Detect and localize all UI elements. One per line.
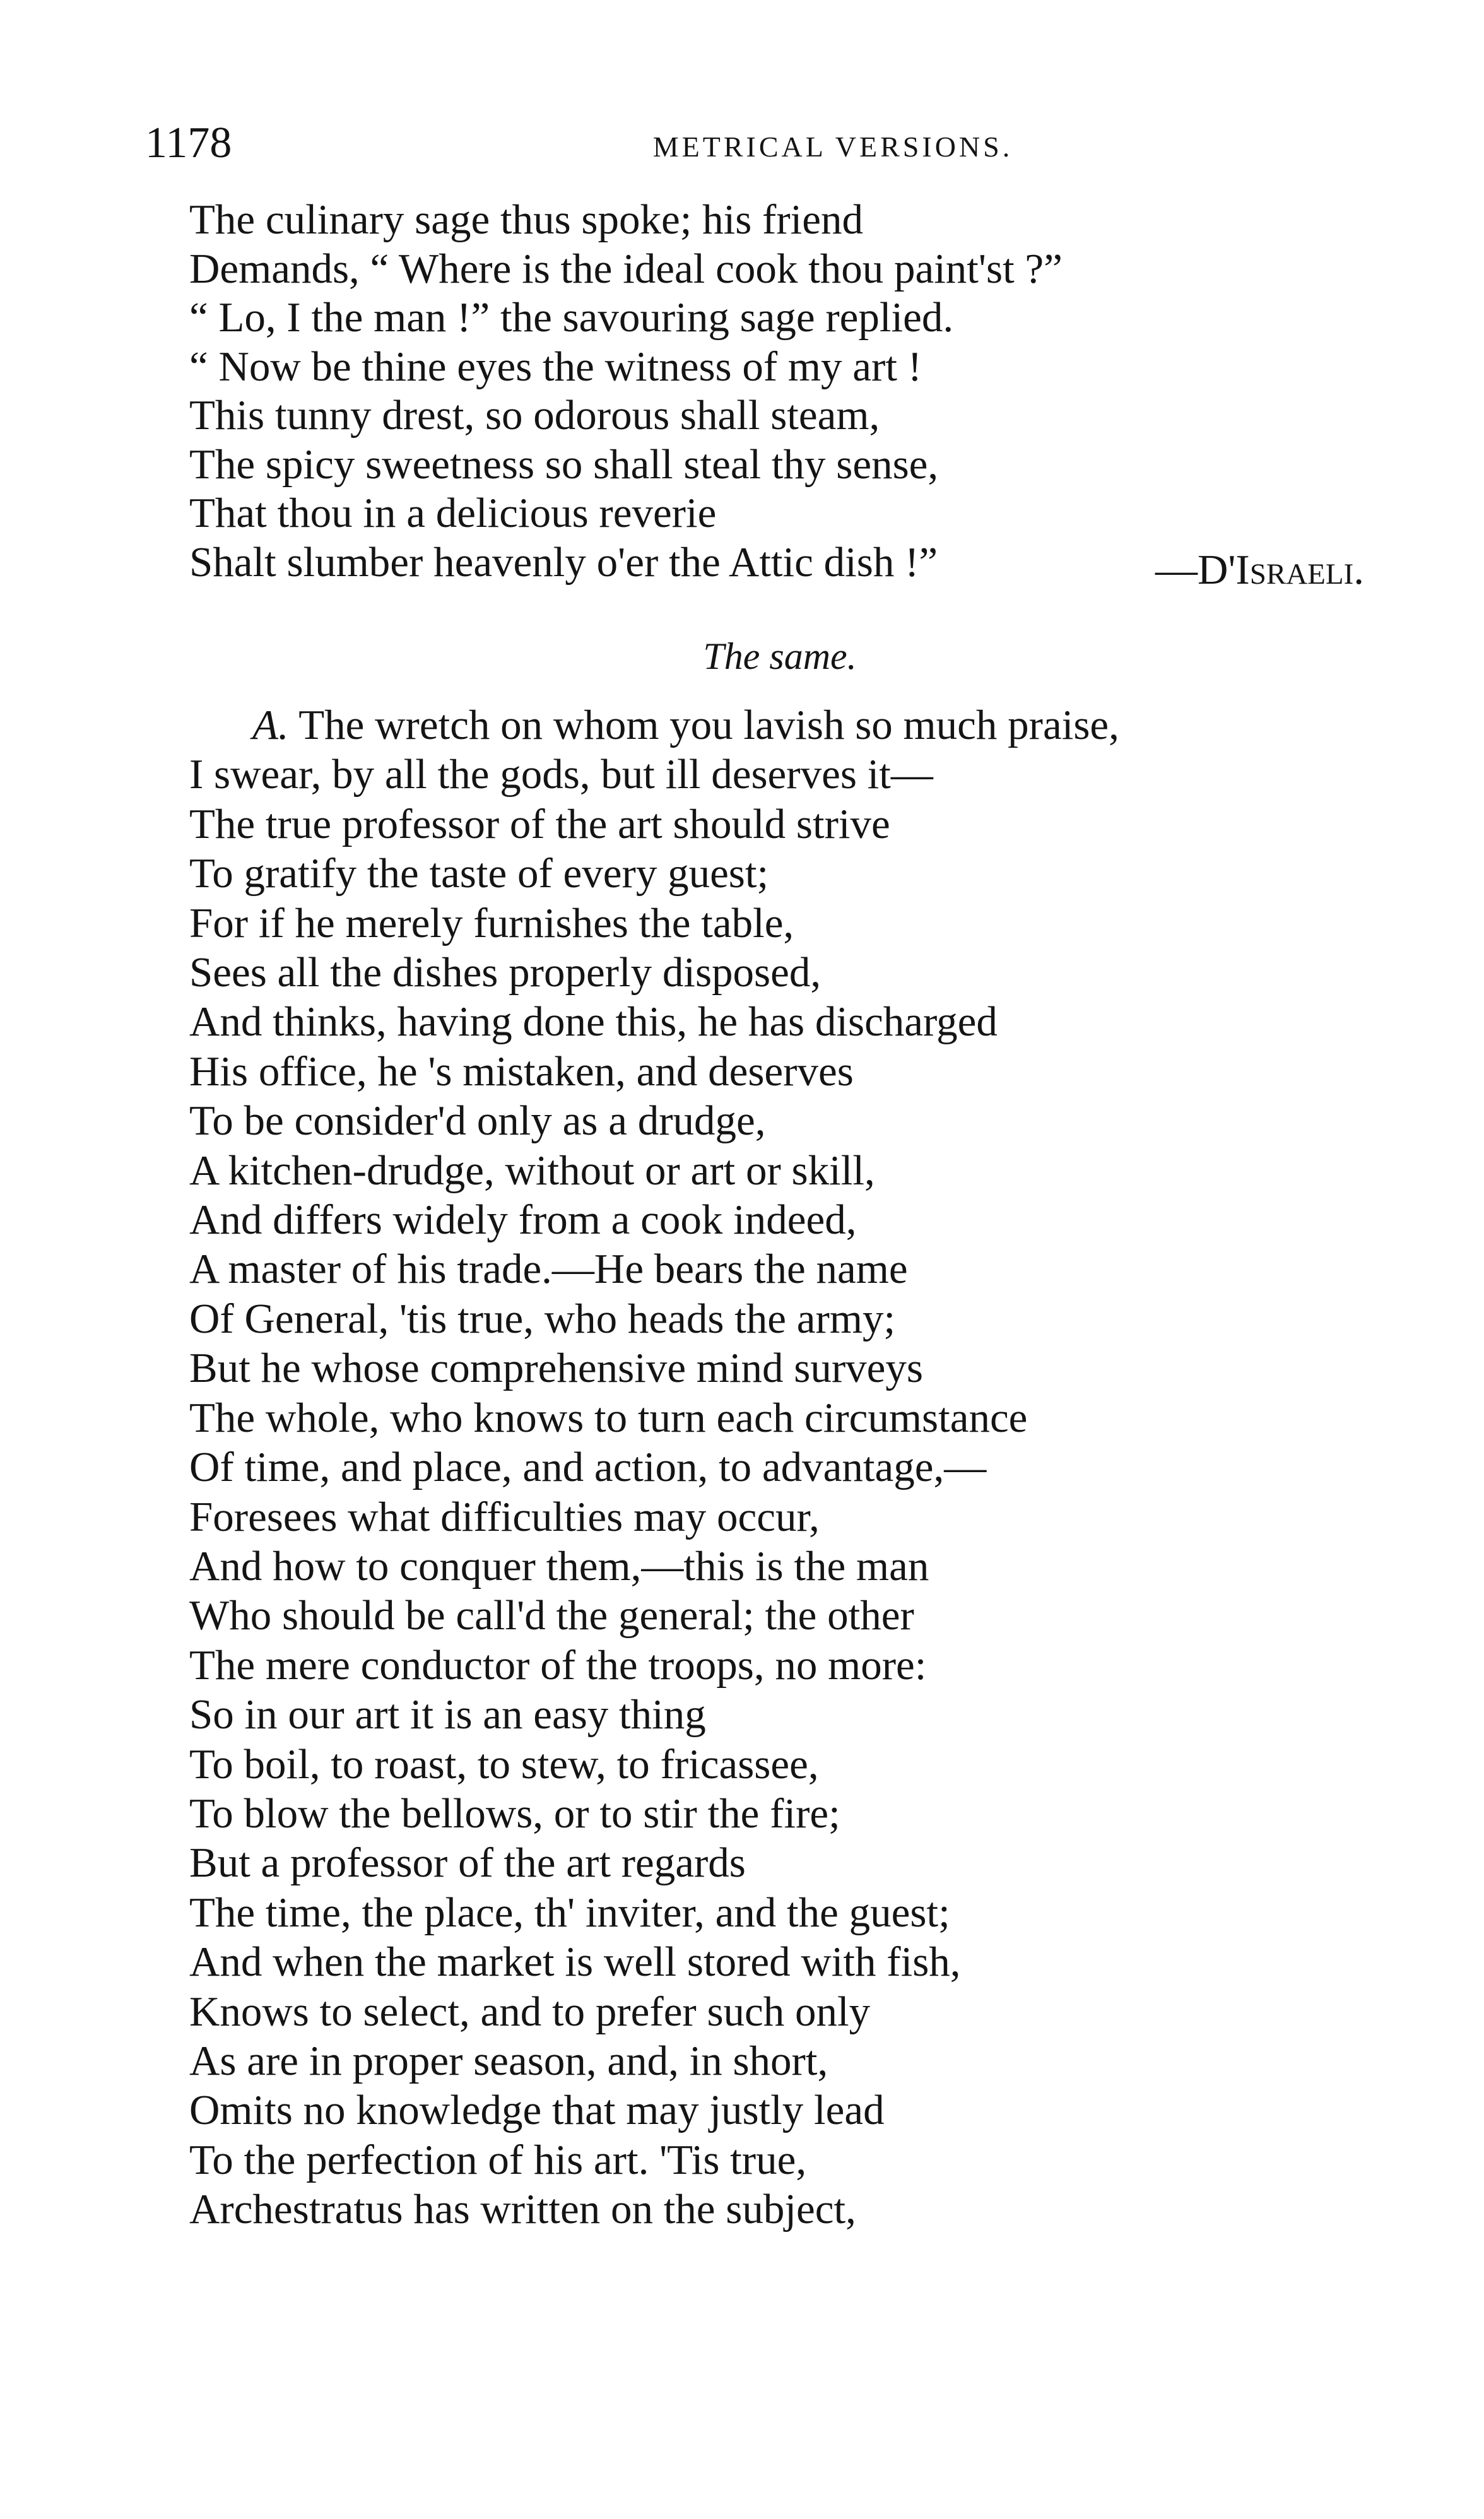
stanza-two: [189, 700, 1388, 2234]
verse-line: To gratify the taste of every guest;: [189, 850, 769, 897]
verse-line: Demands, “ Where is the ideal cook thou paint'st ?”: [189, 245, 1063, 292]
verse-line: The spicy sweetness so shall steal thy sense,: [189, 440, 939, 488]
verse-line: To blow the bellows, or to stir the fire;: [189, 1790, 840, 1837]
verse-line: So in our art it is an easy thing: [189, 1691, 706, 1738]
verse-line-text: The wretch on whom you lavish so much praise,: [298, 702, 1119, 748]
verse-line: Omits no knowledge that may justly lead: [189, 2087, 885, 2134]
attribution: [1155, 546, 1364, 594]
page-number: 1178: [145, 119, 232, 167]
verse-line: And differs widely from a cook indeed,: [189, 1196, 857, 1244]
verse-line: Knows to select, and to prefer such only: [189, 1988, 871, 2035]
verse-line: His office, he 's mistaken, and deserves: [189, 1047, 854, 1095]
verse-line: Who should be call'd the general; the other: [189, 1592, 914, 1639]
verse-line: The whole, who knows to turn each circumstance: [189, 1394, 1028, 1441]
verse-line: And how to conquer them,—this is the man: [189, 1542, 929, 1590]
verse-line: As are in proper season, and, in short,: [189, 2037, 828, 2084]
verse-line: To the perfection of his art. 'Tis true,: [189, 2136, 807, 2183]
verse-line: To boil, to roast, to stew, to fricassee,: [189, 1740, 819, 1788]
verse-line: The time, the place, th' inviter, and the guest;: [189, 1889, 950, 1936]
verse-line: For if he merely furnishes the table,: [189, 899, 794, 947]
attribution-author: D'Israeli.: [1197, 546, 1364, 593]
section-title: The same.: [703, 635, 857, 677]
verse-line: [189, 700, 1388, 750]
verse-line: A master of his trade.—He bears the name: [189, 1246, 908, 1293]
verse-line: Of General, 'tis true, who heads the army;: [189, 1295, 896, 1342]
page-header: [145, 115, 1344, 172]
verse-line: “ Now be thine eyes the witness of my art !: [189, 343, 922, 390]
verse-line: Shalt slumber heavenly o'er the Attic dish !”: [189, 538, 938, 586]
verse-line: Of time, and place, and action, to advantage,—: [189, 1444, 987, 1491]
verse-line: Archestratus has written on the subject,: [189, 2186, 856, 2233]
verse-line: To be consider'd only as a drudge,: [189, 1097, 766, 1145]
verse-line: I swear, by all the gods, but ill deserves it—: [189, 751, 933, 798]
verse-line: Foresees what difficulties may occur,: [189, 1493, 820, 1540]
verse-line: The true professor of the art should strive: [189, 800, 890, 847]
verse-line: But a professor of the art regards: [189, 1839, 746, 1887]
verse-line: The culinary sage thus spoke; his friend: [189, 196, 864, 243]
verse-line: That thou in a delicious reverie: [189, 490, 717, 536]
verse-line: “ Lo, I the man !” the savouring sage replied.: [189, 294, 954, 341]
attribution-dash: —: [1155, 546, 1198, 593]
verse-line: A kitchen-drudge, without or art or skill,: [189, 1147, 875, 1194]
stanza-one: [189, 196, 1388, 587]
verse-line: The mere conductor of the troops, no more:: [189, 1641, 927, 1689]
verse-line: But he whose comprehensive mind surveys: [189, 1345, 923, 1392]
verse-line: This tunny drest, so odorous shall steam,: [189, 392, 880, 439]
speaker-label: A.: [252, 702, 289, 748]
verse-line: And when the market is well stored with fish,: [189, 1938, 961, 1986]
verse-line: Sees all the dishes properly disposed,: [189, 949, 822, 996]
running-head: METRICAL VERSIONS.: [652, 131, 1013, 163]
verse-line: And thinks, having done this, he has discharged: [189, 998, 998, 1046]
